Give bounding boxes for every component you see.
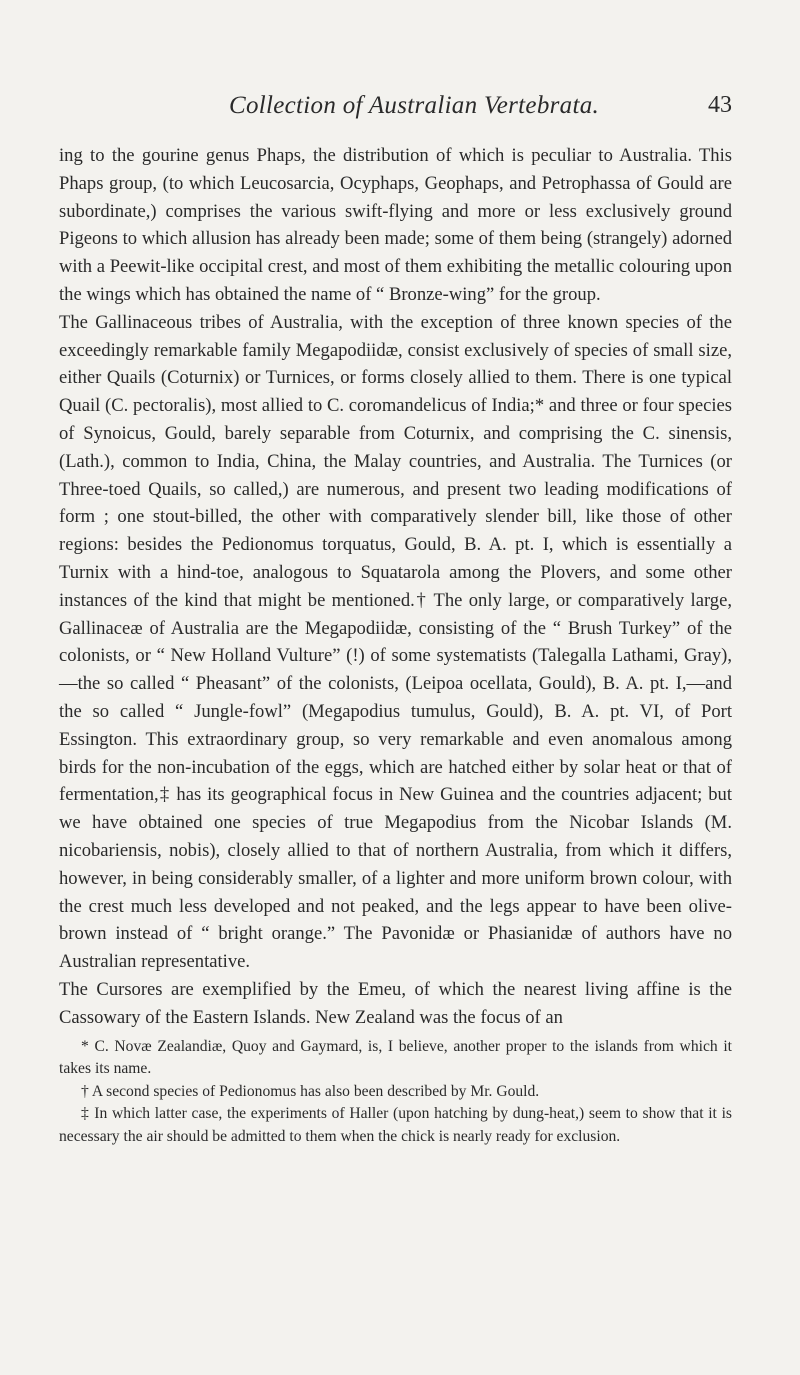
paragraph-gallinaceous: The Gallinaceous tribes of Australia, with the exception of three known species of the exceedingly remarkable family Megapodiidæ, consist exclusively of species of small size, either Quails (Coturnix) or Turnices, or forms closely allied to them. There is one typical Quail (C. pectoralis), most allied to C. coromandelicus of India;* and three or four species of Synoicus, Gould, barely separable from Coturnix, and comprising the C. sinensis, (Lath.), common to India, China, the Malay countries, and Australia. The Turnices (or Three-toed Quails, so called,) are numerous, and present two leading modifications of form ; one stout-billed, the other with comparatively slender bill, like those of other regions: besides the Pedionomus torquatus, Gould, B. A. pt. I, which is essentially a Turnix with a hind-toe, analogous to Squatarola among the Plovers, and some other instances of the kind that might be mentioned.† The only large, or comparatively large, Gallinaceæ of Australia are the Megapodiidæ, consisting of the “ Brush Turkey” of the colonists, or “ New Holland Vulture” (!) of some systematists (Talegalla Lathami, Gray),—the so called “ Pheasant” of the colonists, (Leipoa ocellata, Gould), B. A. pt. I,—and the so called “ Jungle-fowl” (Megapodius tumulus, Gould), B. A. pt. VI, of Port Essington. This extraordinary group, so very remarkable and even anomalous among birds for the non-incubation of the eggs, which are hatched either by solar heat or that of fermentation,‡ has its geographical focus in New Guinea and the countries adjacent; but we have obtained one species of true Megapodius from the Nicobar Islands (M. nicobariensis, nobis), closely allied to that of northern Australia, from which it differs, however, in being considerably smaller, of a lighter and more uniform brown colour, with the crest much less developed and not peaked, and the legs appear to have been olive-brown instead of “ bright orange.” The Pavonidæ or Phasianidæ of authors have no Australian representative. — [59, 311, 732, 973]
running-head — [59, 84, 732, 124]
footnote-star: * C. Novæ Zealandiæ, Quoy and Gaymard, is, I believe, another proper to the islands from which it takes its name. — [59, 1037, 732, 1077]
footnote-dagger: † A second species of Pedionomus has also been described by Mr. Gould. — [81, 1082, 540, 1100]
page-number: 43 — [708, 92, 732, 118]
paragraph-cursores: The Cursores are exemplified by the Emeu, of which the nearest living affine is the Cassowary of the Eastern Islands. New Zealand was the focus of an — [59, 978, 732, 1028]
body-text — [59, 142, 732, 1032]
paragraph-phaps: ing to the gourine genus Phaps, the distribution of which is peculiar to Australia. This Phaps group, (to which Leucosarcia, Ocyphaps, Geophaps, and Petrophassa of Gould are subordinate,) comprises the various swift-flying and more or less exclusively ground Pigeons to which allusion has already been made; some of them being (strangely) adorned with a Peewit-like occipital crest, and most of them exhibiting the metallic colouring upon the wings which has obtained the name of “ Bronze-wing” for the group. — [59, 145, 732, 305]
running-title: Collection of Australian Vertebrata. — [229, 92, 600, 119]
footnote-double-dagger: ‡ In which latter case, the experiments of Haller (upon hatching by dung-heat,) seem to show that it is necessary the air should be admitted to them when the chick is nearly ready for exclusion. — [59, 1105, 732, 1145]
footnotes — [59, 1036, 732, 1149]
